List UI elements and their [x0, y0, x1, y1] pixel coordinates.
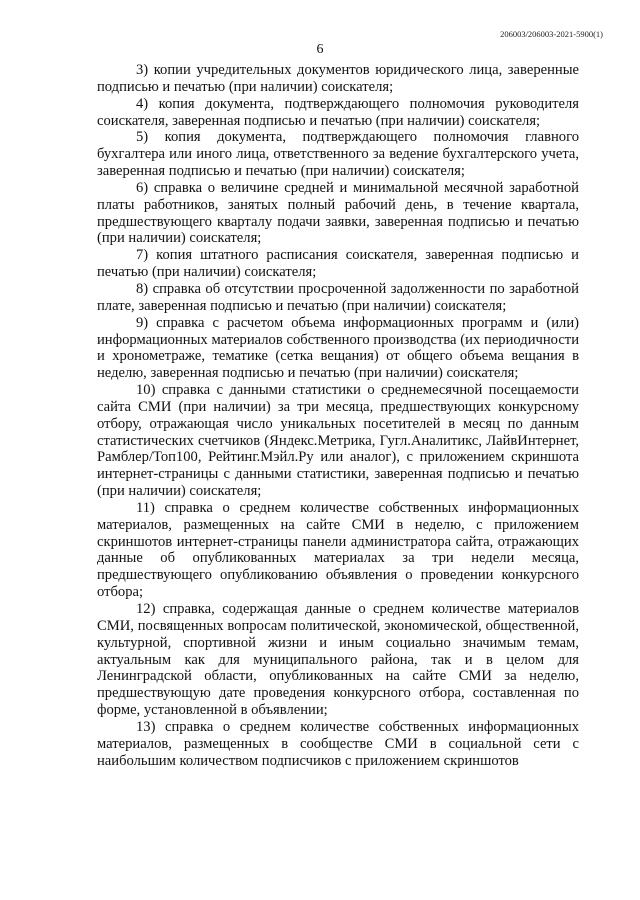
document-body — [97, 62, 579, 769]
document-id: 206003/206003-2021-5900(1) — [500, 29, 603, 39]
list-item: 13) справка о среднем количестве собственных информационных материалов, размещенных в сообществе СМИ в социальной сети с наибольшим количеством подписчиков с приложением скриншотов — [97, 718, 579, 769]
list-item: 8) справка об отсутствии просроченной задолженности по заработной плате, заверенная подписью и печатью (при наличии) соискателя; — [97, 280, 579, 314]
list-item: 10) справка с данными статистики о среднемесячной посещаемости сайта СМИ (при наличии) за три месяца, предшествующих конкурсному отбору, отражающая число уникальных посетителей в месяц по данным статистических счетчиков (Яндекс.Метрика, Гугл.Аналитикс, ЛайвИнтернет, Рамблер/Топ100, Рейтинг.Мэйл.Ру или аналог), с приложением скриншота интернет-страницы с данными статистики, заверенная подписью и печатью (при наличии) соискателя; — [97, 382, 579, 500]
list-item: 4) копия документа, подтверждающего полномочия руководителя соискателя, заверенная подписью и печатью (при наличии) соискателя; — [97, 95, 579, 129]
list-item: 11) справка о среднем количестве собственных информационных материалов, размещенных на сайте СМИ в неделю, с приложением скриншотов интернет-страницы панели администратора сайта, отражающих данные об опубликованных материалах за три недели месяца, предшествующего опубликованию объявления о проведении конкурсного отбора; — [97, 499, 579, 601]
list-item: 7) копия штатного расписания соискателя, заверенная подписью и печатью (при наличии) соискателя; — [97, 247, 579, 281]
list-item: 3) копии учредительных документов юридического лица, заверенные подписью и печатью (при наличии) соискателя; — [97, 62, 579, 95]
list-item: 6) справка о величине средней и минимальной месячной заработной платы работников, занятых полный рабочий день, в течение квартала, предшествующего кварталу подачи заявки, заверенная подписью и печатью (при наличии) соискателя; — [97, 179, 579, 247]
list-item: 12) справка, содержащая данные о среднем количестве материалов СМИ, посвященных вопросам политической, экономической, общественной, культурной, спортивной жизни и иным социально значимым темам, актуальным как для муниципального района, так и в целом для Ленинградской области, опубликованных на сайте СМИ за неделю, предшествующую дате проведения конкурсного отбора, составленная по форме, установленной в объявлении; — [97, 601, 579, 719]
page-number: 6 — [316, 42, 324, 57]
list-item: 9) справка с расчетом объема информационных программ и (или) информационных материалов собственного производства (их периодичности и хронометраже, тематике (сетка вещания) от общего объема вещания в неделю, заверенная подписью и печатью (при наличии) соискателя; — [97, 314, 579, 382]
list-item: 5) копия документа, подтверждающего полномочия главного бухгалтера или иного лица, ответственного за ведение бухгалтерского учета, заверенная подписью и печатью (при наличии) соискателя; — [97, 129, 579, 180]
